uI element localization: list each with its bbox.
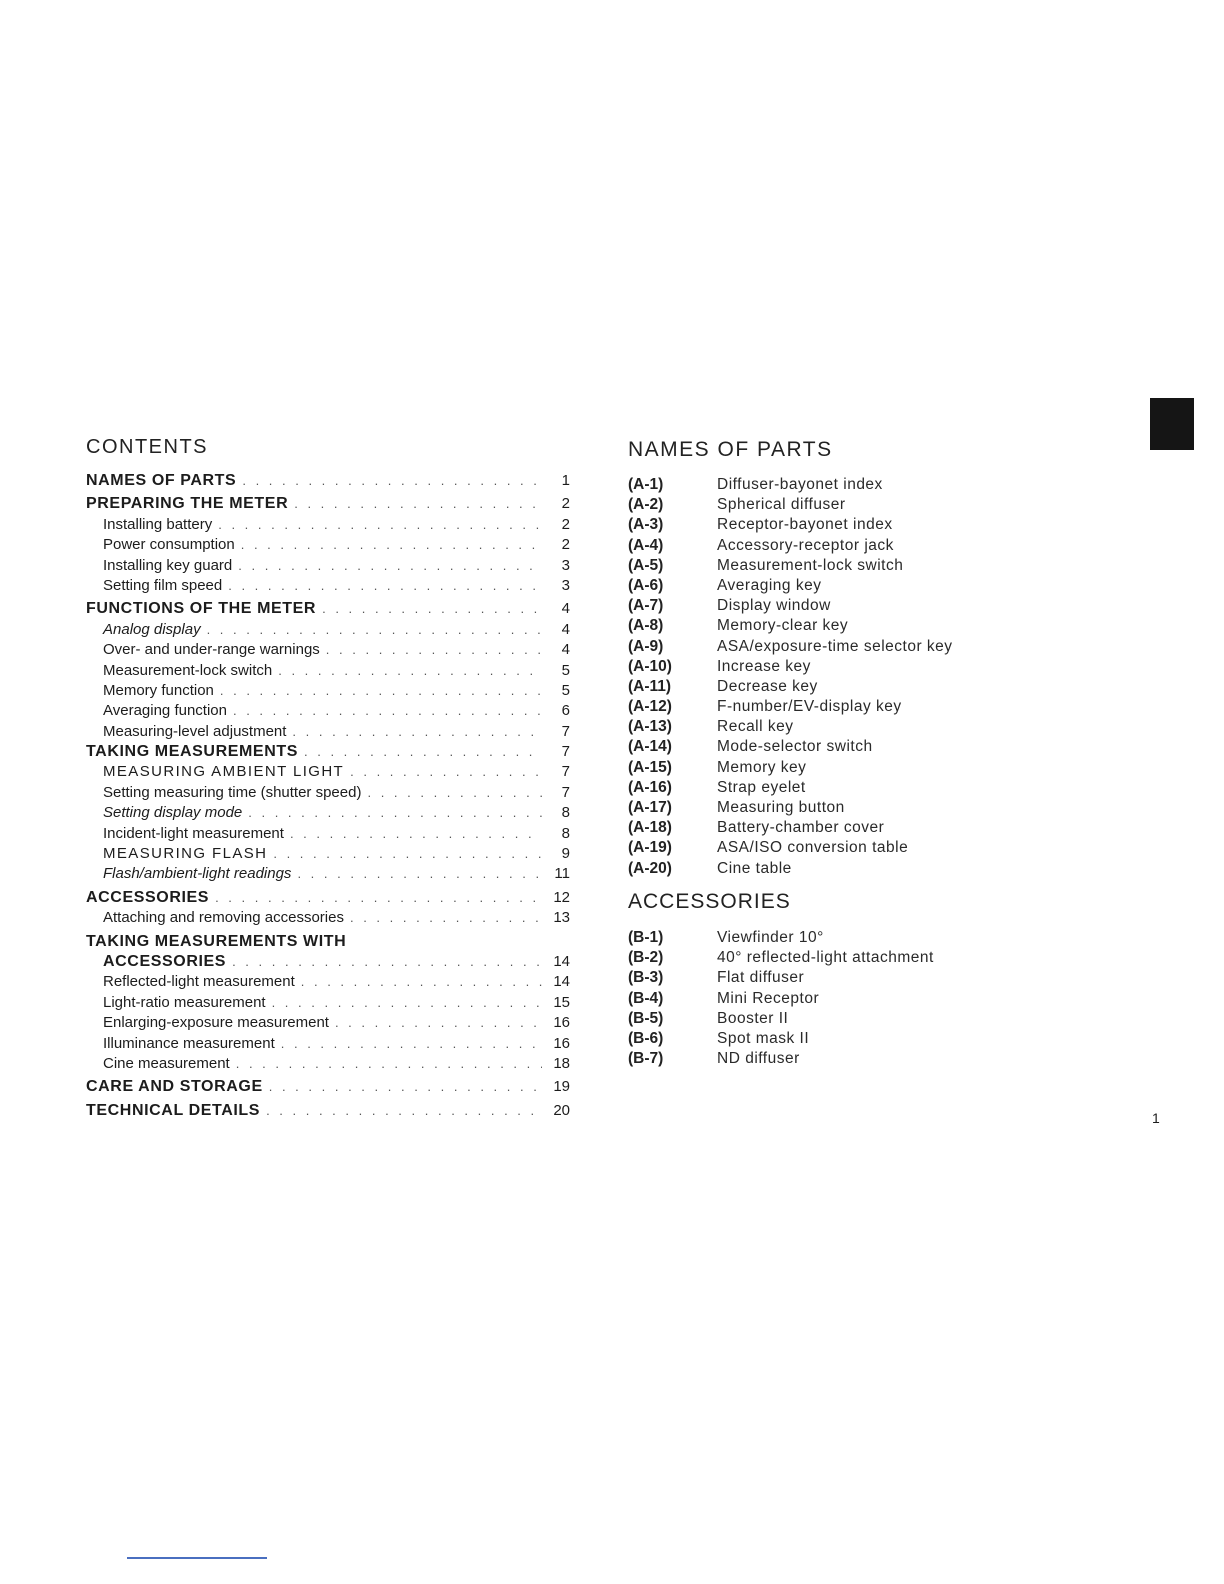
part-name: Battery-chamber cover <box>717 819 885 837</box>
toc-label: Installing battery <box>103 515 213 533</box>
toc-label: TECHNICAL DETAILS <box>86 1101 261 1119</box>
part-row <box>628 859 1048 879</box>
footnote-rule <box>127 1557 267 1559</box>
toc-page-number: 7 <box>561 783 570 801</box>
toc-entry <box>86 932 570 952</box>
toc-entry <box>86 864 570 884</box>
toc-label: TAKING MEASUREMENTS WITH <box>86 932 347 950</box>
accessory-code: (B-1) <box>628 929 664 946</box>
accessory-row <box>628 928 1048 948</box>
toc-entry <box>86 1013 570 1033</box>
toc-label: Attaching and removing accessories <box>103 909 344 927</box>
toc-page-number: 16 <box>553 1034 570 1052</box>
toc-leader <box>278 661 542 681</box>
part-row <box>628 495 1048 515</box>
toc-entry <box>86 535 570 555</box>
toc-entry <box>86 701 570 721</box>
toc-label: FUNCTIONS OF THE METER <box>86 600 317 618</box>
toc-label: Power consumption <box>103 536 235 554</box>
part-code: (A-1) <box>628 476 664 493</box>
toc-page-number: 8 <box>561 824 570 842</box>
part-code: (A-3) <box>628 516 664 534</box>
accessory-name: Booster II <box>717 1009 789 1027</box>
toc-page-number: 2 <box>561 495 570 513</box>
toc-leader <box>248 803 542 823</box>
accessory-code: (B-4) <box>628 989 664 1007</box>
contents-title: CONTENTS <box>86 436 208 458</box>
names-of-parts-title: NAMES OF PARTS <box>628 438 833 461</box>
accessory-row <box>628 1009 1048 1029</box>
toc-label: Reflected-light measurement <box>103 973 295 991</box>
section-thumb-tab <box>1150 398 1194 450</box>
part-code: (A-2) <box>628 496 664 514</box>
part-code: (A-12) <box>628 698 672 716</box>
toc-entry <box>86 742 570 762</box>
toc-page-number: 12 <box>553 888 570 906</box>
part-row <box>628 475 1048 495</box>
part-row <box>628 637 1048 657</box>
toc-page-number: 8 <box>561 804 570 822</box>
toc-page-number: 14 <box>553 952 570 970</box>
toc-label: Installing key guard <box>103 556 233 574</box>
part-row <box>628 818 1048 838</box>
toc-label: CARE AND STORAGE <box>86 1078 263 1096</box>
part-name: Display window <box>717 597 831 615</box>
toc-label: ACCESSORIES <box>86 888 210 906</box>
toc-leader <box>322 599 542 619</box>
toc-leader <box>272 993 542 1013</box>
part-name: Receptor-bayonet index <box>717 516 893 534</box>
toc-leader <box>281 1034 542 1054</box>
toc-label: Illuminance measurement <box>103 1034 275 1052</box>
part-row <box>628 697 1048 717</box>
part-row <box>628 838 1048 858</box>
part-row <box>628 596 1048 616</box>
part-code: (A-10) <box>628 657 672 675</box>
toc-entry <box>86 783 570 803</box>
toc-entry <box>86 1054 570 1074</box>
accessory-code: (B-3) <box>628 969 664 987</box>
toc-leader <box>294 494 542 514</box>
toc-leader <box>292 722 542 742</box>
toc-label: Measurement-lock switch <box>103 661 273 679</box>
part-row <box>628 737 1048 757</box>
toc-label: MEASURING FLASH <box>103 845 268 863</box>
toc-page-number: 19 <box>553 1078 570 1096</box>
toc-page-number: 18 <box>553 1054 570 1072</box>
toc-leader <box>228 576 542 596</box>
accessory-name: Mini Receptor <box>717 989 820 1007</box>
toc-leader <box>269 1077 542 1097</box>
toc-page-number: 9 <box>561 845 570 863</box>
toc-page-number: 7 <box>561 743 570 761</box>
accessory-name: ND diffuser <box>717 1050 800 1068</box>
part-code: (A-13) <box>628 718 672 736</box>
part-name: Accessory-receptor jack <box>717 536 894 554</box>
page-number: 1 <box>1152 1110 1160 1126</box>
toc-page-number: 20 <box>553 1101 570 1119</box>
toc-label: Over- and under-range warnings <box>103 641 320 659</box>
accessory-name: Flat diffuser <box>717 969 805 987</box>
part-code: (A-4) <box>628 536 664 554</box>
toc-entry <box>86 494 570 514</box>
toc-leader <box>236 1054 542 1074</box>
toc-entry <box>86 556 570 576</box>
toc-page-number: 4 <box>561 600 570 618</box>
part-code: (A-16) <box>628 778 672 796</box>
toc-leader <box>215 888 542 908</box>
part-name: Recall key <box>717 718 794 736</box>
toc-page-number: 5 <box>561 661 570 679</box>
part-code: (A-17) <box>628 799 672 816</box>
part-row <box>628 798 1048 818</box>
toc-entry <box>86 888 570 908</box>
toc-entry <box>86 661 570 681</box>
part-name: Mode-selector switch <box>717 738 873 756</box>
toc-leader <box>335 1013 542 1033</box>
toc-entry <box>86 1101 570 1121</box>
part-code: (A-8) <box>628 617 664 635</box>
accessory-name: 40° reflected-light attachment <box>717 949 934 967</box>
part-name: ASA/exposure-time selector key <box>717 637 953 655</box>
accessories-column <box>628 890 1048 1069</box>
accessory-row <box>628 1049 1048 1069</box>
toc-entry <box>86 1077 570 1097</box>
toc-entry <box>86 599 570 619</box>
toc-label: NAMES OF PARTS <box>86 472 237 489</box>
toc-leader <box>297 864 542 884</box>
toc-entry <box>86 908 570 928</box>
part-row <box>628 536 1048 556</box>
toc-label: Setting film speed <box>103 576 223 594</box>
toc-leader <box>350 762 542 782</box>
toc-label: Measuring-level adjustment <box>103 722 287 740</box>
accessory-row <box>628 968 1048 988</box>
part-row <box>628 576 1048 596</box>
toc-label: Light-ratio measurement <box>103 993 266 1011</box>
toc-page-number: 4 <box>561 641 570 659</box>
part-name: ASA/ISO conversion table <box>717 839 909 857</box>
toc-leader <box>367 783 542 803</box>
toc-label: Incident-light measurement <box>103 824 284 842</box>
toc-leader <box>290 824 542 844</box>
toc-label: TAKING MEASUREMENTS <box>86 743 298 761</box>
toc-entry <box>86 824 570 844</box>
toc-label: Memory function <box>103 681 214 699</box>
toc-leader <box>218 515 542 535</box>
part-name: Spherical diffuser <box>717 496 846 514</box>
part-code: (A-15) <box>628 758 672 776</box>
part-name: Measuring button <box>717 799 845 816</box>
toc-leader <box>207 620 542 640</box>
toc-page-number: 3 <box>561 556 570 574</box>
accessory-code: (B-5) <box>628 1009 664 1027</box>
toc-entry <box>86 1034 570 1054</box>
accessory-name: Viewfinder 10° <box>717 929 824 946</box>
part-row <box>628 616 1048 636</box>
part-row <box>628 515 1048 535</box>
toc-entry <box>86 620 570 640</box>
part-name: Memory-clear key <box>717 617 849 635</box>
toc-leader <box>238 556 542 576</box>
part-code: (A-7) <box>628 597 664 615</box>
accessory-code: (B-6) <box>628 1029 664 1047</box>
toc-leader <box>220 681 542 701</box>
toc-entry <box>86 471 570 491</box>
part-name: Cine table <box>717 859 792 877</box>
toc-label: Cine measurement <box>103 1054 230 1072</box>
part-code: (A-14) <box>628 738 672 756</box>
part-name: Strap eyelet <box>717 778 806 796</box>
toc-leader <box>233 701 542 721</box>
toc-page-number: 2 <box>561 515 570 533</box>
toc-leader <box>273 844 542 864</box>
toc-label: Setting display mode <box>103 804 243 822</box>
toc-leader <box>304 742 542 762</box>
part-name: Measurement-lock switch <box>717 556 904 574</box>
toc-entry <box>86 844 570 864</box>
toc-label: Setting measuring time (shutter speed) <box>103 783 362 801</box>
toc-leader <box>266 1101 542 1121</box>
part-row <box>628 717 1048 737</box>
part-row <box>628 677 1048 697</box>
toc-leader <box>326 640 542 660</box>
part-row <box>628 778 1048 798</box>
accessories-title: ACCESSORIES <box>628 890 791 913</box>
part-code: (A-9) <box>628 637 664 655</box>
toc-leader <box>350 908 542 928</box>
accessory-code: (B-7) <box>628 1050 664 1068</box>
part-code: (A-6) <box>628 576 664 594</box>
part-name: Averaging key <box>717 576 822 594</box>
part-row <box>628 758 1048 778</box>
contents-column <box>86 436 570 1121</box>
accessory-row <box>628 989 1048 1009</box>
part-name: F-number/EV-display key <box>717 698 902 716</box>
toc-entry <box>86 803 570 823</box>
part-code: (A-19) <box>628 839 672 857</box>
toc-page-number: 16 <box>553 1014 570 1032</box>
toc-label: ACCESSORIES <box>103 952 227 970</box>
toc-page-number: 7 <box>561 763 570 781</box>
toc-page-number: 4 <box>561 620 570 638</box>
names-of-parts-column <box>628 438 1048 879</box>
toc-page-number: 15 <box>553 993 570 1011</box>
toc-entry <box>86 515 570 535</box>
toc-label: PREPARING THE METER <box>86 495 289 513</box>
part-code: (A-18) <box>628 819 672 837</box>
parts-list <box>628 475 1048 879</box>
toc-page-number: 1 <box>561 472 570 489</box>
toc-page-number: 13 <box>553 909 570 927</box>
accessory-row <box>628 1029 1048 1049</box>
part-code: (A-11) <box>628 677 672 695</box>
toc-page-number: 14 <box>553 973 570 991</box>
accessory-code: (B-2) <box>628 949 664 967</box>
toc-label: MEASURING AMBIENT LIGHT <box>103 763 345 781</box>
toc-leader <box>241 535 542 555</box>
accessory-row <box>628 948 1048 968</box>
toc-page-number: 3 <box>561 576 570 594</box>
toc-label: Enlarging-exposure measurement <box>103 1014 329 1032</box>
toc-page-number: 5 <box>561 681 570 699</box>
accessory-name: Spot mask II <box>717 1029 810 1047</box>
toc-entry <box>86 722 570 742</box>
toc-page-number: 11 <box>554 865 570 883</box>
toc-leader <box>242 471 542 491</box>
toc-entry <box>86 993 570 1013</box>
part-code: (A-20) <box>628 859 672 877</box>
part-name: Increase key <box>717 657 811 675</box>
part-row <box>628 556 1048 576</box>
part-name: Memory key <box>717 758 807 776</box>
toc-label: Averaging function <box>103 702 227 720</box>
toc-entry <box>86 640 570 660</box>
toc-entry <box>86 972 570 992</box>
toc-entry <box>86 762 570 782</box>
toc-page-number: 7 <box>561 722 570 740</box>
part-name: Diffuser-bayonet index <box>717 476 883 493</box>
part-code: (A-5) <box>628 556 664 574</box>
toc-entry <box>86 576 570 596</box>
toc-page-number: 2 <box>561 536 570 554</box>
toc-label: Analog display <box>103 620 201 638</box>
toc-leader <box>232 952 542 972</box>
toc-label: Flash/ambient-light readings <box>103 865 292 883</box>
part-row <box>628 657 1048 677</box>
part-name: Decrease key <box>717 677 818 695</box>
toc-entry <box>86 952 570 972</box>
toc-page-number: 6 <box>561 702 570 720</box>
toc-leader <box>301 972 542 992</box>
accessories-list <box>628 928 1048 1069</box>
toc-list <box>86 471 570 1121</box>
toc-entry <box>86 681 570 701</box>
